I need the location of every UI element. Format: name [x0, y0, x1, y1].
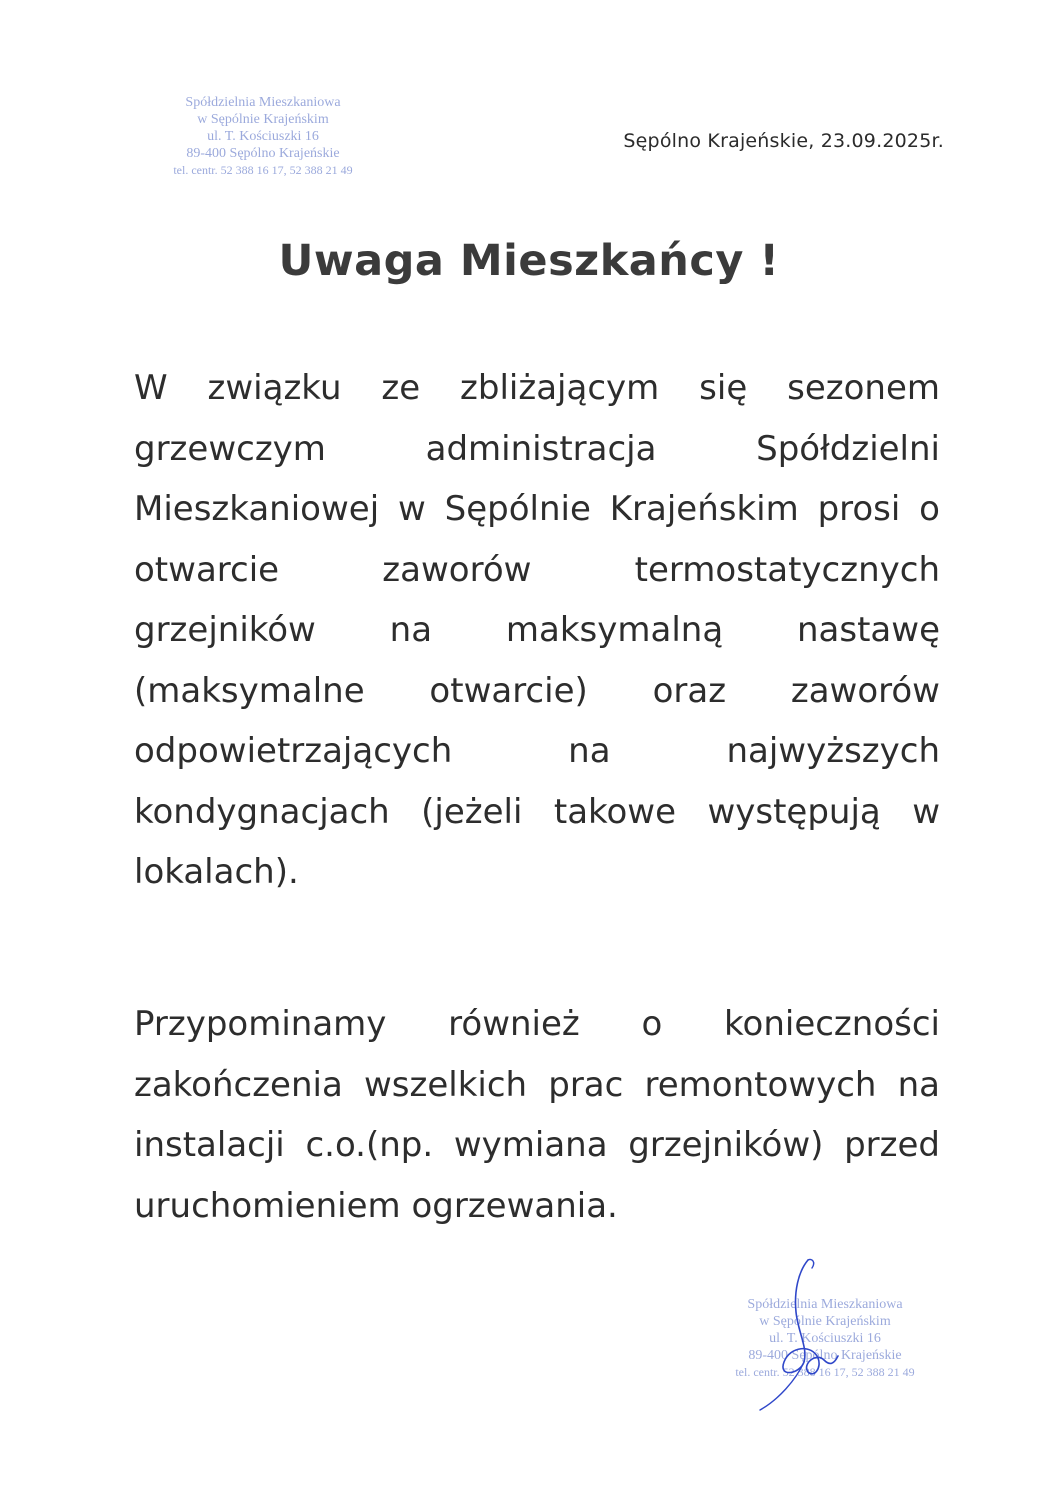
- place-and-date: Sępólno Krajeńskie, 23.09.2025r.: [623, 130, 944, 152]
- stamp-line: ul. T. Kościuszki 16: [769, 1331, 881, 1346]
- notice-paragraph-heating: W związku ze zbliżającym się sezonem grzewczym administracja Spółdzielni Mieszkaniowej w Sępólnie Krajeńskim prosi o otwarcie zaworów termostatycznych grzejników na maksymalną nastawę (maksymalne otwarcie) oraz zaworów odpowietrzających na najwyższych kondygnacjach (jeżeli takowe występują w lokalach).: [134, 368, 940, 892]
- notice-title: Uwaga Mieszkańcy !: [278, 236, 780, 286]
- organization-stamp-top: [128, 94, 398, 179]
- stamp-line: Spółdzielnia Mieszkaniowa: [747, 1297, 903, 1312]
- stamp-line: tel. centr. 52 388 16 17, 52 388 21 49: [735, 1365, 915, 1379]
- stamp-line: 89-400 Sępólno Krajeńskie: [186, 146, 340, 161]
- handwritten-signature: [738, 1252, 858, 1412]
- stamp-line: w Sępólnie Krajeńskim: [197, 112, 329, 127]
- stamp-line: 89-400 Sępólno Krajeńskie: [748, 1348, 902, 1363]
- stamp-line: w Sępólnie Krajeńskim: [759, 1314, 891, 1329]
- stamp-line: ul. T. Kościuszki 16: [207, 129, 319, 144]
- stamp-line: tel. centr. 52 388 16 17, 52 388 21 49: [173, 163, 353, 177]
- stamp-line: Spółdzielnia Mieszkaniowa: [185, 95, 341, 110]
- notice-paragraph-renovation: Przypominamy również o konieczności zakończenia wszelkich prac remontowych na instalacji c.o.(np. wymiana grzejników) przed uruchomieniem ogrzewania.: [134, 1004, 940, 1226]
